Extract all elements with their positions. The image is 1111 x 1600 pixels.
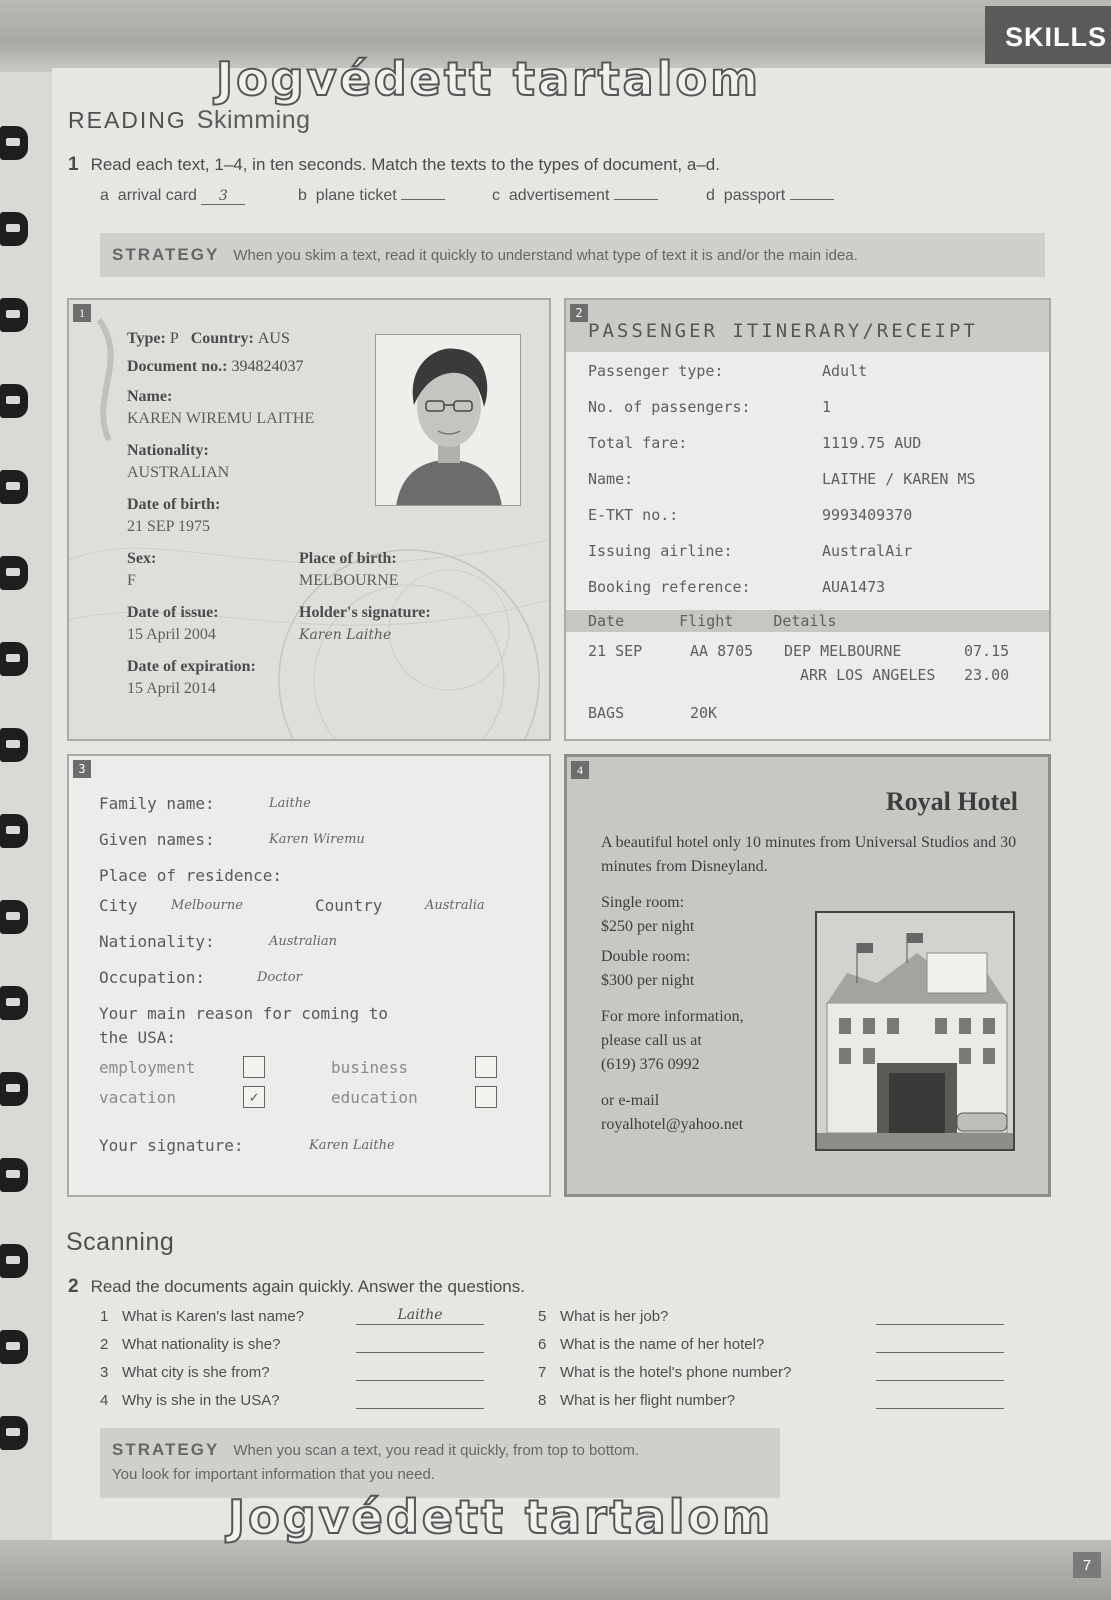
- spiral-ring-icon: [0, 900, 34, 936]
- hotel-phone: (619) 376 0992: [601, 1056, 700, 1073]
- answer-blank[interactable]: 3: [201, 188, 245, 205]
- person-portrait-icon: [376, 335, 521, 506]
- answer-line[interactable]: [356, 1363, 484, 1381]
- option-c: c advertisement: [492, 187, 658, 205]
- hotel-building-icon: [817, 913, 1015, 1151]
- spiral-ring-icon: [0, 728, 34, 764]
- scan-question-2: 2 What nationality is she?: [100, 1336, 281, 1353]
- reading-subtitle: Skimming: [196, 106, 311, 134]
- strategy-box-2: STRATEGY When you scan a text, you read it quickly, from top to bottom. You look for important information that you need.: [100, 1428, 780, 1498]
- spiral-ring-icon: [0, 1072, 34, 1108]
- answer-blank[interactable]: [614, 199, 658, 200]
- spiral-ring-icon: [0, 384, 34, 420]
- passport-photo: [375, 334, 521, 506]
- answer-line[interactable]: [876, 1363, 1004, 1381]
- reading-heading: [68, 106, 311, 135]
- strategy-label: STRATEGY: [112, 245, 220, 264]
- scan-question-4: 4 Why is she in the USA?: [100, 1392, 280, 1409]
- document-number: 1: [73, 304, 91, 322]
- watermark-top: Jogvédett tartalom: [216, 52, 761, 106]
- scan-question-3: 3 What city is she from?: [100, 1364, 270, 1381]
- itinerary-document: PASSENGER ITINERARY/RECEIPT 2 Passenger type: Adult No. of passengers: 1 Total fare: 1119.75 AUD Name: LAITHE / KAREN MS E-TKT no.: 9993409370 Issuing airline: AustralAir Booking reference: AUA1473 Date Flight Details 21 SEP AA 8705 DEP MELBOURNE 07.15 ARR LOS ANGELES 23.00 BAGS 20K: [564, 298, 1051, 741]
- question-number: 1: [68, 154, 79, 175]
- spiral-ring-icon: [0, 470, 34, 506]
- education-checkbox[interactable]: [475, 1086, 497, 1108]
- document-number: 2: [570, 304, 588, 322]
- question-number: 2: [68, 1276, 79, 1297]
- spiral-ring-icon: [0, 1158, 34, 1194]
- spiral-ring-icon: [0, 126, 34, 162]
- answer-line[interactable]: [876, 1307, 1004, 1325]
- answer-line[interactable]: [356, 1335, 484, 1353]
- document-number: 3: [73, 760, 91, 778]
- vacation-checkbox[interactable]: ✓: [243, 1086, 265, 1108]
- spiral-ring-icon: [0, 298, 34, 334]
- hotel-title: Royal Hotel: [885, 787, 1018, 816]
- hotel-email: royalhotel@yahoo.net: [601, 1116, 744, 1133]
- question-text: Read the documents again quickly. Answer the questions.: [90, 1277, 525, 1296]
- strategy-box-1: [100, 233, 1045, 277]
- answer-line[interactable]: [876, 1335, 1004, 1353]
- scan-question-1: 1 What is Karen's last name?: [100, 1308, 305, 1325]
- question-2: [68, 1276, 525, 1298]
- reading-title: READING: [68, 107, 187, 133]
- spiral-ring-icon: [0, 1244, 34, 1280]
- answer-blank[interactable]: [401, 199, 445, 200]
- passport-name: KAREN WIREMU LAITHE: [127, 410, 315, 427]
- scan-question-8: 8 What is her flight number?: [538, 1392, 736, 1409]
- spiral-ring-icon: [0, 642, 34, 678]
- document-number: 4: [571, 761, 589, 779]
- skills-tab: SKILLS: [985, 6, 1111, 64]
- flight-table-header: Date Flight Details: [566, 610, 1049, 632]
- business-checkbox[interactable]: [475, 1056, 497, 1078]
- itinerary-title: PASSENGER ITINERARY/RECEIPT: [566, 300, 1049, 352]
- strategy-label: STRATEGY: [112, 1440, 220, 1459]
- spiral-ring-icon: [0, 556, 34, 592]
- spiral-ring-icon: [0, 1416, 34, 1452]
- hotel-advertisement: 4 Royal Hotel A beautiful hotel only 10 minutes from Universal Studios and 30 minutes from Disneyland. Single room: $250 per night Double room: $300 per night For more information, please call us at (619) 376 0992 or e-mail royalhotel@yahoo.net: [564, 754, 1051, 1197]
- answer-blank[interactable]: [790, 199, 834, 200]
- question-text: Read each text, 1–4, in ten seconds. Match the texts to the types of document, a–d.: [90, 155, 720, 174]
- answer-line[interactable]: [876, 1391, 1004, 1409]
- scanning-heading: Scanning: [66, 1228, 175, 1256]
- arrival-signature: Karen Laithe: [309, 1138, 395, 1153]
- scan-question-6: 6 What is the name of her hotel?: [538, 1336, 765, 1353]
- watermark-bottom: Jogvédett tartalom: [228, 1490, 773, 1544]
- option-b: b plane ticket: [298, 187, 445, 205]
- page-number: 7: [1073, 1552, 1101, 1578]
- flight-number: AA 8705: [690, 642, 754, 660]
- spiral-ring-icon: [0, 814, 34, 850]
- answer-line[interactable]: Laithe: [356, 1307, 484, 1325]
- bottom-band: [0, 1540, 1111, 1600]
- passport-document: 1 Type: P Country: AUS Document no.: 394824037 Name: KAREN WIREMU LAITHE Nationality: AUSTRALIAN Date of birth: 21 SEP 1975 Sex: F Place of birth: MELBOURNE Date of issue: 15 April 2004 Holder's signature: Karen Laithe Date of expiration: 15 April 2014: [67, 298, 551, 741]
- hotel-photo: [815, 911, 1015, 1151]
- option-d: d passport: [706, 187, 834, 205]
- option-a: a arrival card 3: [100, 187, 245, 205]
- spiral-ring-icon: [0, 212, 34, 248]
- passport-signature: Karen Laithe: [299, 627, 392, 643]
- strategy-text: When you skim a text, read it quickly to understand what type of text it is and/or the main idea.: [233, 247, 858, 264]
- arrival-card-document: 3 Family name: Laithe Given names: Karen Wiremu Place of residence: City Melbourne Country Australia Nationality: Australian Occupation: Doctor Your main reason for coming to the USA: employment business vacation ✓ education Your signature: Karen Laithe: [67, 754, 551, 1197]
- spiral-ring-icon: [0, 986, 34, 1022]
- employment-checkbox[interactable]: [243, 1056, 265, 1078]
- scan-question-5: 5 What is her job?: [538, 1308, 669, 1325]
- spiral-ring-icon: [0, 1330, 34, 1366]
- scan-question-7: 7 What is the hotel's phone number?: [538, 1364, 792, 1381]
- question-1: [68, 154, 720, 176]
- answer-line[interactable]: [356, 1391, 484, 1409]
